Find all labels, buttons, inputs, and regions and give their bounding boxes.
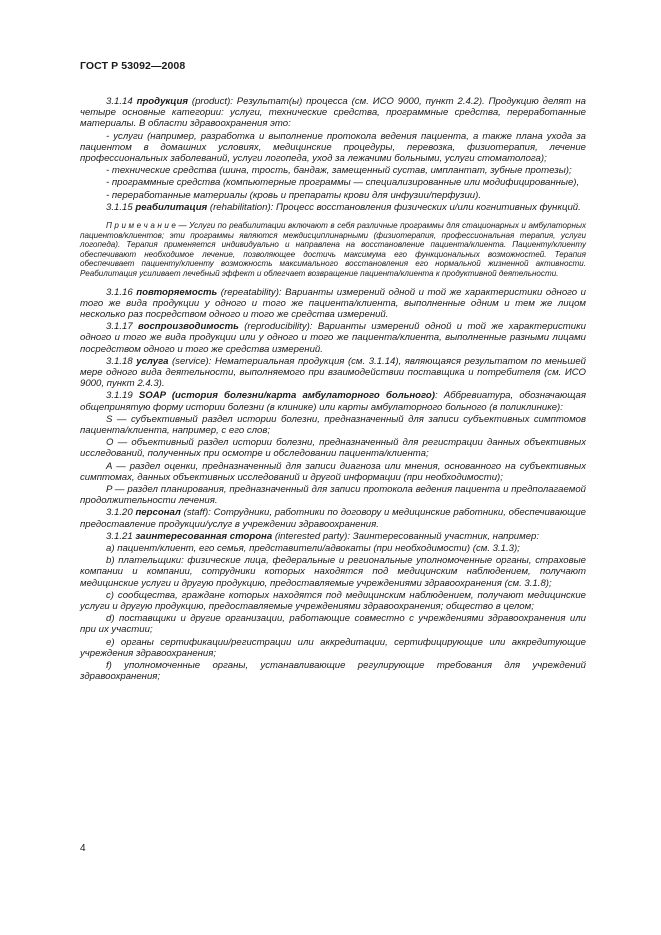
definition: (service): Нематериальная продукция (см. 3.1.14), являющаяся результатом по меньшей мере одного вида деятельности, выполняемого при взаимодействии поставщика и потребителя (см. ИСО 9000, пункт 2.4.3). xyxy=(80,355,586,390)
term-service: услуга xyxy=(136,355,169,367)
clause-3-1-17 xyxy=(80,321,586,355)
document-header: ГОСТ Р 53092—2008 xyxy=(80,60,186,72)
clause-3-1-16 xyxy=(80,287,586,321)
list-item: d) поставщики и другие организации, работающие совместно с учреждениями здравоохранения или при их участии; xyxy=(80,613,586,636)
list-item: P — раздел планирования, предназначенный для записи протокола ведения пациента и предполагаемой продолжительности лечения. xyxy=(80,484,586,507)
term-interested-party: заинтересованная сторона xyxy=(135,530,273,542)
clause-3-1-15 xyxy=(80,202,586,213)
definition: (reproducibility): Варианты измерений одной и той же характеристики одного и того же вида продукции или у одного и того же пациента/клиента, выполненные разными лицами посредством одного и того же средства измерений. xyxy=(80,321,586,355)
definition: : Аббревиатура, обозначающая общепринятую форму истории болезни (в клинике) или карты амбулаторного больного (в поликлинике): xyxy=(80,390,586,413)
note-text: — Услуги по реабилитации включают в себя различные программы для стационарных и амбулаторных пациентов/клиентов; эти программы являются междисциплинарными (физиотерапия, профессиональная терапия, услуги логопеда). Терапия применяется индивидуально и направлена на восстановление пациента/клиента. Пациенту/клиенту обеспечивают необходимое лечение, позволяющее достичь максимума его функциональных возможностей. Терапия обеспечивает пациенту/клиенту возможность максимального восстановления его нормальной жизненной активности. Реабилитация усиливает лечебный эффект и облегчает возвращение пациента/клиента к продуктивной деятельности. xyxy=(80,221,586,278)
list-item: c) сообщества, граждане которых находятся под медицинским наблюдением, получают медицинские услуги и другую продукцию, предоставляемые учреждениями здравоохранения; общество в целом; xyxy=(80,589,586,613)
definition: (repeatability): Варианты измерений одной и той же характеристики одного и того же вида продукции у одного и того же пациента/клиента, выполненные одним и тем же лицом несколько раз посредством одного и того же средства измерений. xyxy=(80,286,586,320)
term-reproducibility: воспроизводимость xyxy=(138,321,239,333)
clause-number: 3.1.14 xyxy=(106,96,133,107)
clause-number: 3.1.15 xyxy=(106,201,133,213)
clause-number: 3.1.17 xyxy=(106,321,133,333)
list-item: f) уполномоченные органы, устанавливающие регулирующие требования для учреждений здравоохранения; xyxy=(80,660,586,683)
list-item: - переработанные материалы (кровь и препараты крови для инфузии/перфузии). xyxy=(106,189,481,201)
list-item: S — субъективный раздел истории болезни, предназначенный для записи субъективных симптомов пациента/клиента, например, с его слов; xyxy=(80,413,586,437)
clause-number: 3.1.16 xyxy=(106,286,133,298)
document-body xyxy=(80,96,586,684)
term-repeatability: повторяемость xyxy=(136,286,218,298)
clause-number: 3.1.20 xyxy=(106,507,133,519)
list-item: b) плательщики: физические лица, федеральные и региональные уполномоченные органы, страховые компании и компании, сотрудники которых находятся под медицинским наблюдением, получают медицинские услуги и другую продукцию, предоставляемые учреждениями здравоохранения (см. 3.1.8); xyxy=(80,555,586,589)
clause-number: 3.1.21 xyxy=(106,530,133,542)
clause-3-1-18 xyxy=(80,356,586,390)
term-rehabilitation: реабилитация xyxy=(135,201,208,213)
clause-number: 3.1.18 xyxy=(106,355,133,367)
list-item: - программные средства (компьютерные программы — специализированные или модифицированные), xyxy=(106,177,580,189)
list-item: - услуги (например, разработка и выполнение протокола ведения пациента, а также плана ухода за пациентом в домашних условиях, медицинские процедуры, перевозка, физиотерапия, лечение профессиональных заболеваний, услуги логопеда, уход за лежачими больными, услуги стоматолога); xyxy=(80,130,586,165)
clause-number: 3.1.19 xyxy=(106,390,133,402)
definition: (rehabilitation): Процесс восстановления физических и/или когнитивных функций. xyxy=(207,201,581,213)
list-item: O — объективный раздел истории болезни, предназначенный для регистрации данных объективных исследований, полученных при осмотре и обследовании пациента/клиента; xyxy=(80,437,586,460)
definition: (staff): Сотрудники, работники по договору и медицинские работники, обеспечивающие предоставление продукции/услуг в учреждении здравоохранения. xyxy=(80,507,586,530)
definition: (interested party): Заинтересованный участник, например: xyxy=(272,530,540,542)
term-soap: SOAP (история болезни/карта амбулаторного больного) xyxy=(138,390,435,402)
clause-3-1-14 xyxy=(80,96,586,130)
term-staff: персонал xyxy=(135,507,181,519)
list-item: a) пациент/клиент, его семья, представители/адвокаты (при необходимости) (см. 3.1.3); xyxy=(106,543,520,555)
page-number: 4 xyxy=(80,843,86,854)
clause-3-1-21 xyxy=(80,531,586,542)
list-item: A — раздел оценки, предназначенный для записи диагноза или мнения, основанного на субъективных симптомах, данных объективных исследований и другой информации (при необходимости); xyxy=(80,460,586,483)
list-item: e) органы сертификации/регистрации или аккредитации, сертифицирующие или аккредитующие учреждения здравоохранения; xyxy=(80,636,586,659)
note-label: П р и м е ч а н и е xyxy=(106,221,176,231)
list-item: - технические средства (шина, трость, бандаж, замещенный сустав, имплантат, зубные протезы); xyxy=(106,165,572,177)
definition: (product): Результат(ы) процесса (см. ИСО 9000, пункт 2.4.2). Продукцию делят на четыре основные категории: услуги, технические средства, программные средства, переработанные материалы. В области здравоохранения это: xyxy=(80,96,586,130)
clause-3-1-20 xyxy=(80,507,586,529)
note-rehabilitation xyxy=(80,221,586,279)
term-product: продукция xyxy=(136,96,188,107)
clause-3-1-19 xyxy=(80,390,586,412)
